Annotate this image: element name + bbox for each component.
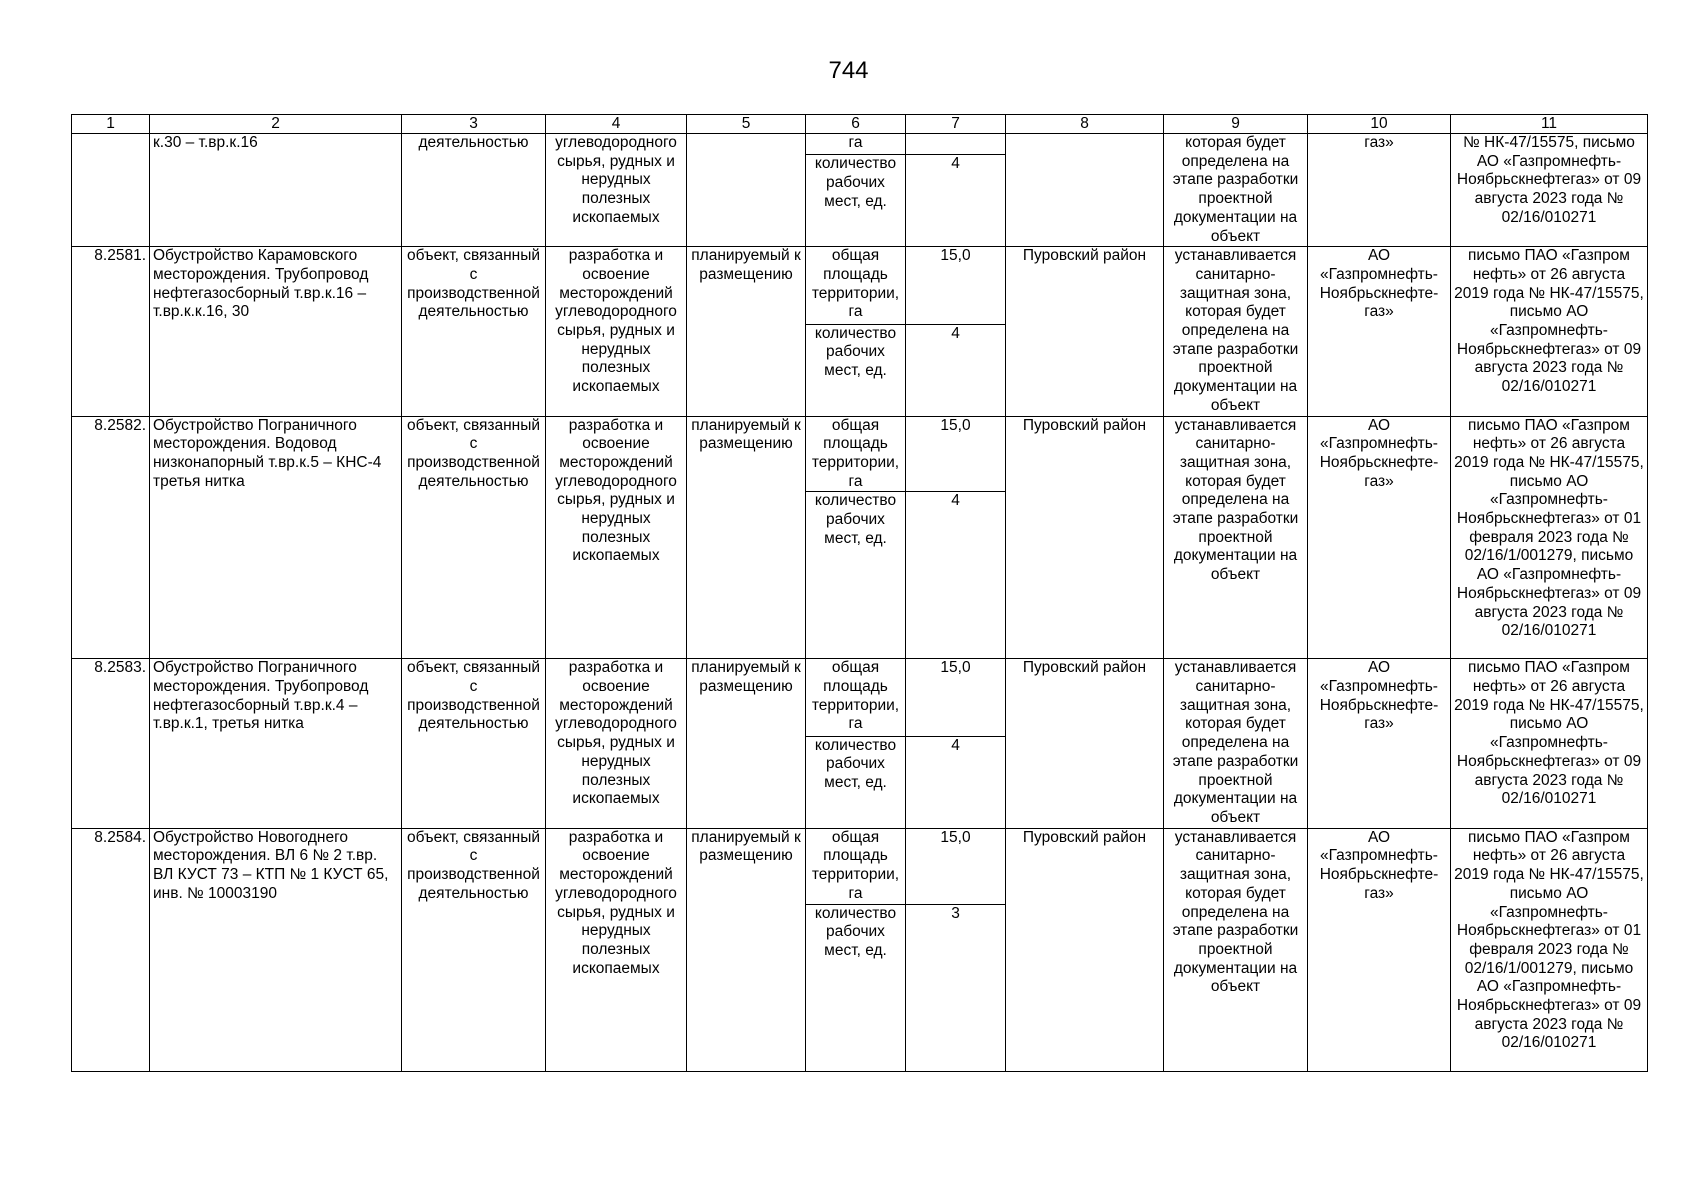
object-category: объект, связанный с производственной деятельностью bbox=[402, 247, 546, 416]
object-purpose: разработка и освоение месторождений углеводородного сырья, рудных и нерудных полезных ископаемых bbox=[546, 247, 687, 416]
area-label: га bbox=[806, 134, 906, 155]
object-category: объект, связанный с производственной деятельностью bbox=[402, 659, 546, 828]
area-value: 15,0 bbox=[906, 416, 1006, 492]
object-owner: газ» bbox=[1308, 134, 1451, 247]
row-number: 8.2581. bbox=[72, 247, 150, 416]
workers-label: количество рабочих мест, ед. bbox=[806, 155, 906, 247]
column-header: 2 bbox=[150, 115, 402, 134]
object-category: объект, связанный с производственной деятельностью bbox=[402, 828, 546, 1071]
object-name: Обустройство Пограничного месторождения. Трубопровод нефтегазосборный т.вр.к.4 – т.вр.к.1, третья нитка bbox=[150, 659, 402, 828]
object-purpose: разработка и освоение месторождений углеводородного сырья, рудных и нерудных полезных ископаемых bbox=[546, 416, 687, 659]
area-value: 15,0 bbox=[906, 828, 1006, 904]
column-header: 7 bbox=[906, 115, 1006, 134]
object-status: планируемый к размещению bbox=[687, 828, 806, 1071]
object-location bbox=[1006, 134, 1164, 247]
workers-value: 4 bbox=[906, 324, 1006, 416]
zone-description: устанавливается санитарно-защитная зона, которая будет определена на этапе разработки проектной документации на объект bbox=[1164, 416, 1308, 659]
workers-label: количество рабочих мест, ед. bbox=[806, 492, 906, 659]
area-value: 15,0 bbox=[906, 659, 1006, 736]
area-label: общая площадь территории, га bbox=[806, 828, 906, 904]
object-status: планируемый к размещению bbox=[687, 247, 806, 416]
table-row bbox=[72, 416, 1648, 492]
object-name: к.30 – т.вр.к.16 bbox=[150, 134, 402, 247]
column-header: 11 bbox=[1451, 115, 1648, 134]
table-row-continuation bbox=[72, 134, 1648, 155]
column-header: 1 bbox=[72, 115, 150, 134]
zone-description: устанавливается санитарно-защитная зона, которая будет определена на этапе разработки проектной документации на объект bbox=[1164, 659, 1308, 828]
area-label: общая площадь территории, га bbox=[806, 416, 906, 492]
object-location: Пуровский район bbox=[1006, 416, 1164, 659]
source-document: № НК-47/15575, письмо АО «Газпромнефть-Ноябрьскнефтегаз» от 09 августа 2023 года № 02/16/010271 bbox=[1451, 134, 1648, 247]
object-location: Пуровский район bbox=[1006, 828, 1164, 1071]
workers-value: 3 bbox=[906, 904, 1006, 1071]
workers-value: 4 bbox=[906, 736, 1006, 828]
row-number bbox=[72, 134, 150, 247]
object-owner: АО «Газпромнефть-Ноябрьскнефте-газ» bbox=[1308, 247, 1451, 416]
column-header: 8 bbox=[1006, 115, 1164, 134]
area-value: 15,0 bbox=[906, 247, 1006, 324]
object-status bbox=[687, 134, 806, 247]
workers-value: 4 bbox=[906, 155, 1006, 247]
column-header: 6 bbox=[806, 115, 906, 134]
workers-label: количество рабочих мест, ед. bbox=[806, 736, 906, 828]
table-row bbox=[72, 659, 1648, 736]
column-header: 5 bbox=[687, 115, 806, 134]
object-owner: АО «Газпромнефть-Ноябрьскнефте-газ» bbox=[1308, 828, 1451, 1071]
area-value bbox=[906, 134, 1006, 155]
row-number: 8.2584. bbox=[72, 828, 150, 1071]
object-location: Пуровский район bbox=[1006, 659, 1164, 828]
row-number: 8.2583. bbox=[72, 659, 150, 828]
zone-description: устанавливается санитарно-защитная зона, которая будет определена на этапе разработки проектной документации на объект bbox=[1164, 828, 1308, 1071]
object-status: планируемый к размещению bbox=[687, 659, 806, 828]
source-document: письмо ПАО «Газпром нефть» от 26 августа 2019 года № НК-47/15575, письмо АО «Газпромнефть-Ноябрьскнефтегаз» от 09 августа 2023 года № 02/16/010271 bbox=[1451, 247, 1648, 416]
column-header: 3 bbox=[402, 115, 546, 134]
zone-description: которая будет определена на этапе разработки проектной документации на объект bbox=[1164, 134, 1308, 247]
object-owner: АО «Газпромнефть-Ноябрьскнефте-газ» bbox=[1308, 416, 1451, 659]
object-name: Обустройство Карамовского месторождения. Трубопровод нефтегазосборный т.вр.к.16 – т.вр.к.к.16, 30 bbox=[150, 247, 402, 416]
objects-table bbox=[71, 114, 1648, 1072]
object-category: объект, связанный с производственной деятельностью bbox=[402, 416, 546, 659]
source-document: письмо ПАО «Газпром нефть» от 26 августа 2019 года № НК-47/15575, письмо АО «Газпромнефть-Ноябрьскнефтегаз» от 01 февраля 2023 года № 02/16/1/001279, письмо АО «Газпромнефть-Ноябрьскнефтегаз» от 09 августа 2023 года № 02/16/010271 bbox=[1451, 828, 1648, 1071]
table-row bbox=[72, 247, 1648, 324]
object-name: Обустройство Новогоднего месторождения. ВЛ 6 № 2 т.вр. ВЛ КУСТ 73 – КТП № 1 КУСТ 65, инв. № 10003190 bbox=[150, 828, 402, 1071]
row-number: 8.2582. bbox=[72, 416, 150, 659]
table-header-row bbox=[72, 115, 1648, 134]
table-row bbox=[72, 828, 1648, 904]
column-header: 10 bbox=[1308, 115, 1451, 134]
object-category: деятельностью bbox=[402, 134, 546, 247]
page-number: 744 bbox=[828, 57, 869, 84]
zone-description: устанавливается санитарно-защитная зона, которая будет определена на этапе разработки проектной документации на объект bbox=[1164, 247, 1308, 416]
workers-value: 4 bbox=[906, 492, 1006, 659]
object-status: планируемый к размещению bbox=[687, 416, 806, 659]
source-document: письмо ПАО «Газпром нефть» от 26 августа 2019 года № НК-47/15575, письмо АО «Газпромнефть-Ноябрьскнефтегаз» от 01 февраля 2023 года № 02/16/1/001279, письмо АО «Газпромнефть-Ноябрьскнефтегаз» от 09 августа 2023 года № 02/16/010271 bbox=[1451, 416, 1648, 659]
object-owner: АО «Газпромнефть-Ноябрьскнефте-газ» bbox=[1308, 659, 1451, 828]
object-location: Пуровский район bbox=[1006, 247, 1164, 416]
object-purpose: разработка и освоение месторождений углеводородного сырья, рудных и нерудных полезных ископаемых bbox=[546, 828, 687, 1071]
area-label: общая площадь территории, га bbox=[806, 247, 906, 324]
column-header: 9 bbox=[1164, 115, 1308, 134]
workers-label: количество рабочих мест, ед. bbox=[806, 324, 906, 416]
object-name: Обустройство Пограничного месторождения. Водовод низконапорный т.вр.к.5 – КНС-4 третья нитка bbox=[150, 416, 402, 659]
workers-label: количество рабочих мест, ед. bbox=[806, 904, 906, 1071]
column-header: 4 bbox=[546, 115, 687, 134]
object-purpose: углеводородного сырья, рудных и нерудных полезных ископаемых bbox=[546, 134, 687, 247]
area-label: общая площадь территории, га bbox=[806, 659, 906, 736]
object-purpose: разработка и освоение месторождений углеводородного сырья, рудных и нерудных полезных ископаемых bbox=[546, 659, 687, 828]
source-document: письмо ПАО «Газпром нефть» от 26 августа 2019 года № НК-47/15575, письмо АО «Газпромнефть-Ноябрьскнефтегаз» от 09 августа 2023 года № 02/16/010271 bbox=[1451, 659, 1648, 828]
